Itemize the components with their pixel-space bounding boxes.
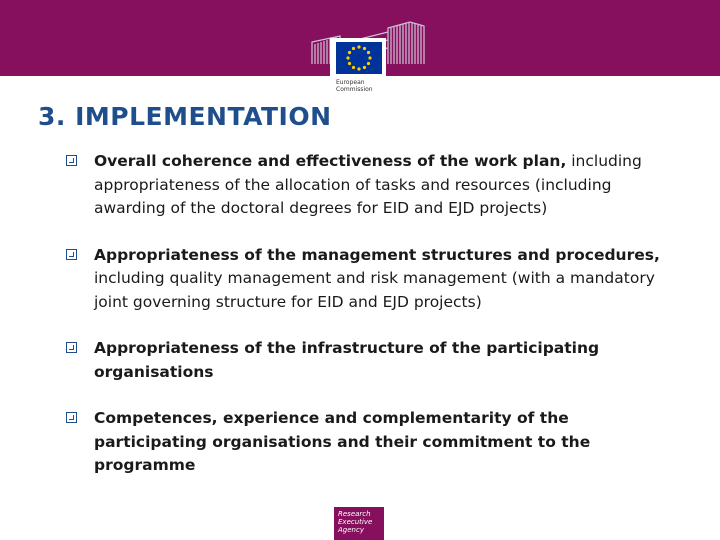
list-item-text xyxy=(94,244,686,315)
slide-title: 3. IMPLEMENTATION xyxy=(38,102,332,131)
list-item xyxy=(66,407,686,478)
list-item xyxy=(66,337,686,384)
list-item xyxy=(66,150,686,221)
list-item xyxy=(66,244,686,315)
european-commission-logo xyxy=(300,14,430,98)
list-item-bold: Overall coherence and effectiveness of the work plan, xyxy=(94,152,567,170)
logo-text-line1: European xyxy=(336,79,365,86)
list-item-rest: including appropriateness of the allocation of tasks and resources (including awarding of the doctoral degrees for EID and EJD projects) xyxy=(94,152,642,217)
list-item-rest: including quality management and risk management (with a mandatory joint governing structure for EID and EJD projects) xyxy=(94,269,655,311)
agency-line1: Research xyxy=(338,510,371,518)
list-item-bold: Competences, experience and complementarity of the participating organisations and their commitment to the programme xyxy=(94,409,591,474)
agency-line3: Agency xyxy=(338,526,364,534)
logo-text-line2: Commission xyxy=(336,86,373,93)
agency-logo-text xyxy=(338,510,372,534)
research-executive-agency-logo xyxy=(334,507,384,540)
checkbox-bullet-icon xyxy=(66,249,77,260)
list-item-text xyxy=(94,337,686,384)
criteria-list xyxy=(66,150,686,478)
list-item-bold: Appropriateness of the infrastructure of the participating organisations xyxy=(94,339,600,381)
list-item-text xyxy=(94,407,686,478)
list-item-bold: Appropriateness of the management structures and procedures, xyxy=(94,245,660,264)
commission-building-icon xyxy=(300,14,430,98)
list-item-text xyxy=(94,150,686,221)
checkbox-bullet-icon xyxy=(66,155,77,166)
agency-line2: Executive xyxy=(338,518,373,526)
checkbox-bullet-icon xyxy=(66,342,77,353)
checkbox-bullet-icon xyxy=(66,412,77,423)
